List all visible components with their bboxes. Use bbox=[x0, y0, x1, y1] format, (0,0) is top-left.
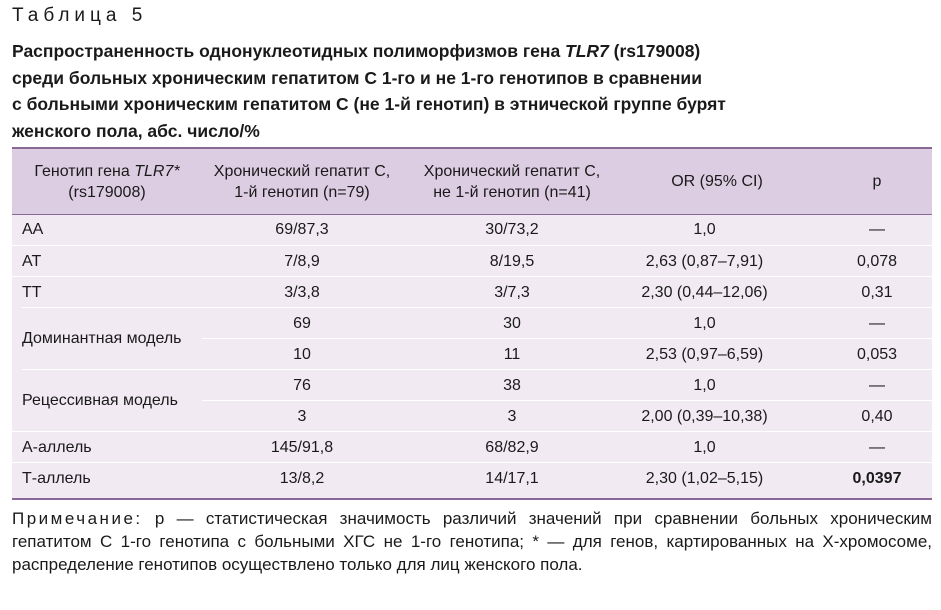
cell-hcv-non1: 14/17,1 bbox=[485, 470, 539, 487]
cell-hcv1: 3/3,8 bbox=[284, 284, 320, 301]
header-text: 1-й генотип (n=79) bbox=[234, 183, 370, 201]
header-genotype bbox=[12, 149, 202, 214]
table-row bbox=[202, 307, 932, 339]
cell-or: 2,30 (1,02–5,15) bbox=[645, 470, 764, 487]
data-table bbox=[12, 147, 932, 500]
cell-hcv1: 3 bbox=[297, 408, 307, 425]
cell-p: — bbox=[869, 221, 885, 238]
cell-hcv-non1: 68/82,9 bbox=[485, 439, 539, 456]
cell-hcv-non1: 8/19,5 bbox=[489, 253, 535, 270]
cell-hcv1: 7/8,9 bbox=[284, 253, 320, 270]
cell-hcv1: 145/91,8 bbox=[270, 439, 334, 456]
cell-genotype: AT bbox=[22, 253, 42, 270]
note-text: p — статистическая значимость различий значений при сравнении больных хроническим гепатитом С 1-го генотипа с больными ХГС не 1-го генотипа; * — для генов, картированных на Х-хромосоме, распределение генотипов осуществлено только для лиц женского пола. bbox=[12, 509, 932, 574]
cell-hcv-non1: 3 bbox=[507, 408, 517, 425]
title-line-2: среди больных хроническим гепатитом С 1-го и не 1-го генотипов в сравнении bbox=[12, 67, 702, 88]
table-label: Таблица 5 bbox=[12, 5, 148, 26]
cell-hcv1: 10 bbox=[293, 346, 311, 363]
cell-genotype: А-аллель bbox=[22, 439, 92, 456]
cell-p: — bbox=[869, 315, 885, 332]
cell-hcv1: 69/87,3 bbox=[275, 221, 329, 238]
cell-or: 1,0 bbox=[693, 439, 716, 456]
table-title bbox=[12, 38, 917, 144]
header-text: не 1-й генотип (n=41) bbox=[433, 183, 591, 201]
cell-hcv1: 76 bbox=[293, 377, 311, 394]
header-text: Хронический гепатит С, bbox=[213, 162, 391, 180]
table-row bbox=[202, 338, 932, 370]
cell-or: 2,30 (0,44–12,06) bbox=[641, 284, 768, 301]
cell-hcv1: 13/8,2 bbox=[279, 470, 325, 487]
cell-or: 2,53 (0,97–6,59) bbox=[645, 346, 764, 363]
cell-hcv-non1: 38 bbox=[503, 377, 521, 394]
table-row bbox=[12, 276, 932, 308]
cell-hcv1: 69 bbox=[293, 315, 311, 332]
header-text: (rs179008) bbox=[68, 183, 146, 201]
table-row bbox=[12, 462, 932, 494]
cell-or: 2,00 (0,39–10,38) bbox=[641, 408, 768, 425]
cell-or: 1,0 bbox=[693, 377, 716, 394]
table-row bbox=[202, 369, 932, 401]
cell-p: 0,0397 bbox=[852, 470, 902, 487]
cell-p: 0,31 bbox=[861, 284, 893, 301]
header-or: OR (95% CI) bbox=[671, 173, 763, 190]
table-row bbox=[12, 214, 932, 245]
cell-genotype: Т-аллель bbox=[22, 470, 91, 487]
title-text: Распространенность однонуклеотидных полиморфизмов гена bbox=[12, 41, 566, 61]
title-text: (rs179008) bbox=[608, 41, 701, 61]
table-note bbox=[12, 507, 932, 576]
header-p: p bbox=[872, 173, 882, 190]
cell-p: 0,078 bbox=[856, 253, 898, 270]
header-text: Генотип гена bbox=[34, 162, 135, 180]
gene-name: TLR7 bbox=[565, 41, 609, 61]
cell-hcv-non1: 30/73,2 bbox=[485, 221, 539, 238]
cell-hcv-non1: 3/7,3 bbox=[494, 284, 530, 301]
cell-p: 0,40 bbox=[861, 408, 893, 425]
dominant-model-label: Доминантная модель bbox=[22, 307, 202, 370]
table-row bbox=[12, 431, 932, 463]
table-row bbox=[12, 245, 932, 277]
header-text: Хронический гепатит С, bbox=[423, 162, 601, 180]
recessive-model-label: Рецессивная модель bbox=[22, 369, 202, 432]
cell-hcv-non1: 11 bbox=[503, 346, 521, 363]
cell-hcv-non1: 30 bbox=[503, 315, 521, 332]
cell-p: — bbox=[869, 439, 885, 456]
header-gene: TLR7* bbox=[134, 162, 180, 180]
table-header bbox=[12, 149, 932, 215]
cell-or: 2,63 (0,87–7,91) bbox=[645, 253, 764, 270]
title-line-3: с больными хроническим гепатитом С (не 1-й генотип) в этнической группе бурят bbox=[12, 94, 726, 114]
title-line-1 bbox=[12, 38, 917, 65]
cell-p: 0,053 bbox=[856, 346, 898, 363]
cell-p: — bbox=[869, 377, 885, 394]
note-lead: Примечание: bbox=[12, 509, 143, 528]
cell-genotype: TT bbox=[22, 284, 42, 301]
table-row bbox=[202, 400, 932, 432]
cell-or: 1,0 bbox=[693, 221, 716, 238]
title-line-4: женского пола, абс. число/% bbox=[12, 120, 260, 141]
header-hcv1 bbox=[202, 149, 402, 214]
cell-or: 1,0 bbox=[693, 315, 716, 332]
cell-genotype: AA bbox=[22, 221, 44, 238]
header-hcv-non1 bbox=[412, 149, 612, 214]
